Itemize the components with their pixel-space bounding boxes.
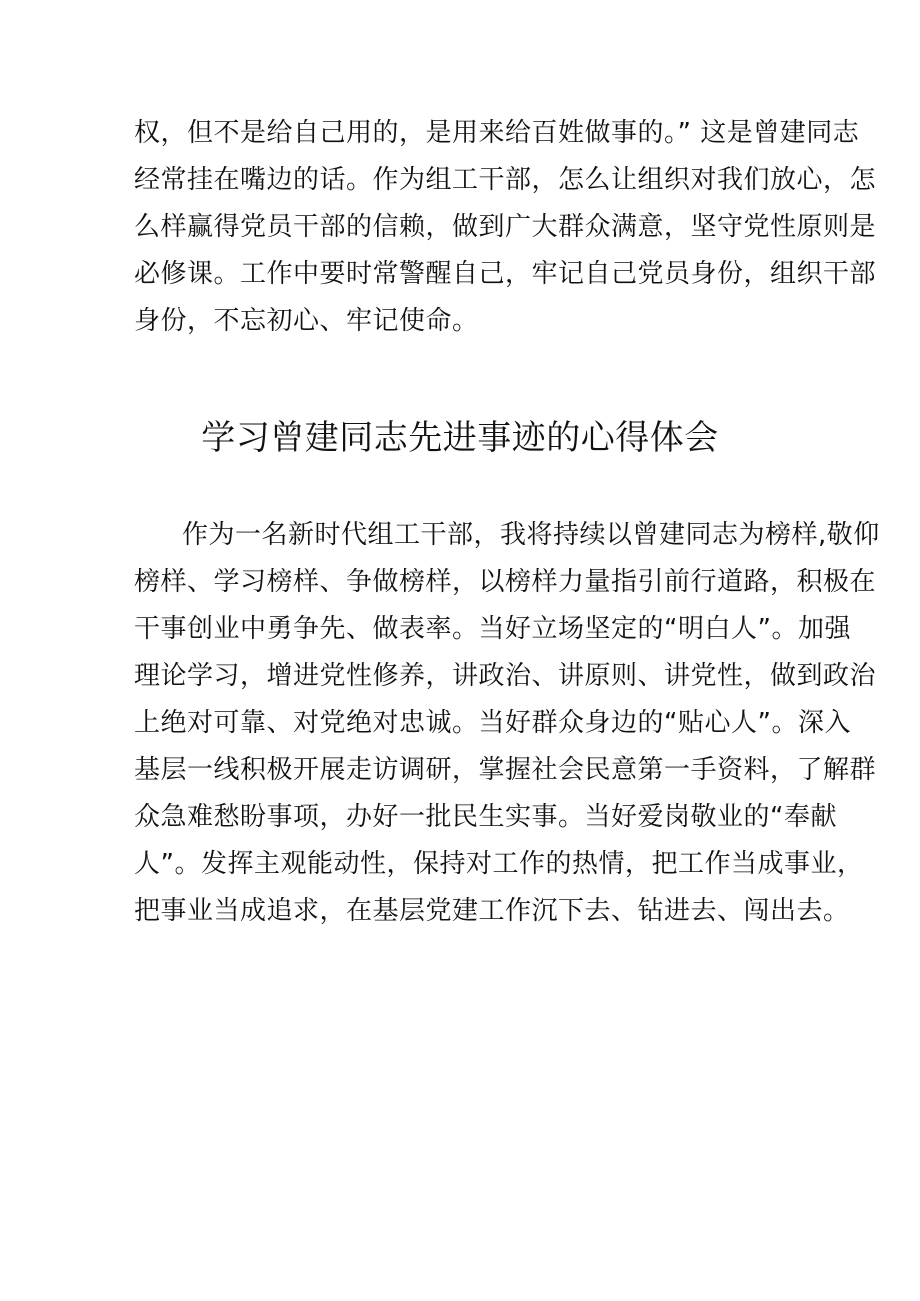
paragraph-line: 么样赢得党员干部的信赖，做到广大群众满意，坚守党性原则是 xyxy=(134,212,877,242)
paragraph-line: 必修课。工作中要时常警醒自己，牢记自己党员身份，组织干部 xyxy=(134,259,877,289)
paragraph-line: 把事业当成追求，在基层党建工作沉下去、钻进去、闯出去。 xyxy=(134,896,850,926)
paragraph-line: 权，但不是给自己用的，是用来给百姓做事的。” 这是曾建同志 xyxy=(134,118,860,148)
paragraph-line: 基层一线积极开展走访调研，掌握社会民意第一手资料，了解群 xyxy=(134,755,877,785)
paragraph-line: 人”。发挥主观能动性，保持对工作的热情，把工作当成事业， xyxy=(134,849,864,879)
paragraph-line: 众急难愁盼事项，办好一批民生实事。当好爱岗敬业的“奉献 xyxy=(134,802,837,832)
paragraph-line: 作为一名新时代组工干部，我将持续以曾建同志为榜样,敬仰 xyxy=(182,520,880,550)
paragraph-line: 上绝对可靠、对党绝对忠诚。当好群众身边的“贴心人”。深入 xyxy=(134,708,851,738)
section-heading: 学习曾建同志先进事迹的心得体会 xyxy=(201,418,719,458)
paragraph-body xyxy=(134,512,880,935)
paragraph-line: 干事创业中勇争先、做表率。当好立场坚定的“明白人”。加强 xyxy=(134,614,851,644)
paragraph-continued xyxy=(134,110,877,345)
paragraph-line: 身份，不忘初心、牢记使命。 xyxy=(134,306,479,336)
paragraph-line: 理论学习，增进党性修养，讲政治、讲原则、讲党性，做到政治 xyxy=(134,661,877,691)
paragraph-line: 榜样、学习榜样、争做榜样，以榜样力量指引前行道路，积极在 xyxy=(134,567,877,597)
paragraph-line: 经常挂在嘴边的话。作为组工干部，怎么让组织对我们放心，怎 xyxy=(134,165,877,195)
